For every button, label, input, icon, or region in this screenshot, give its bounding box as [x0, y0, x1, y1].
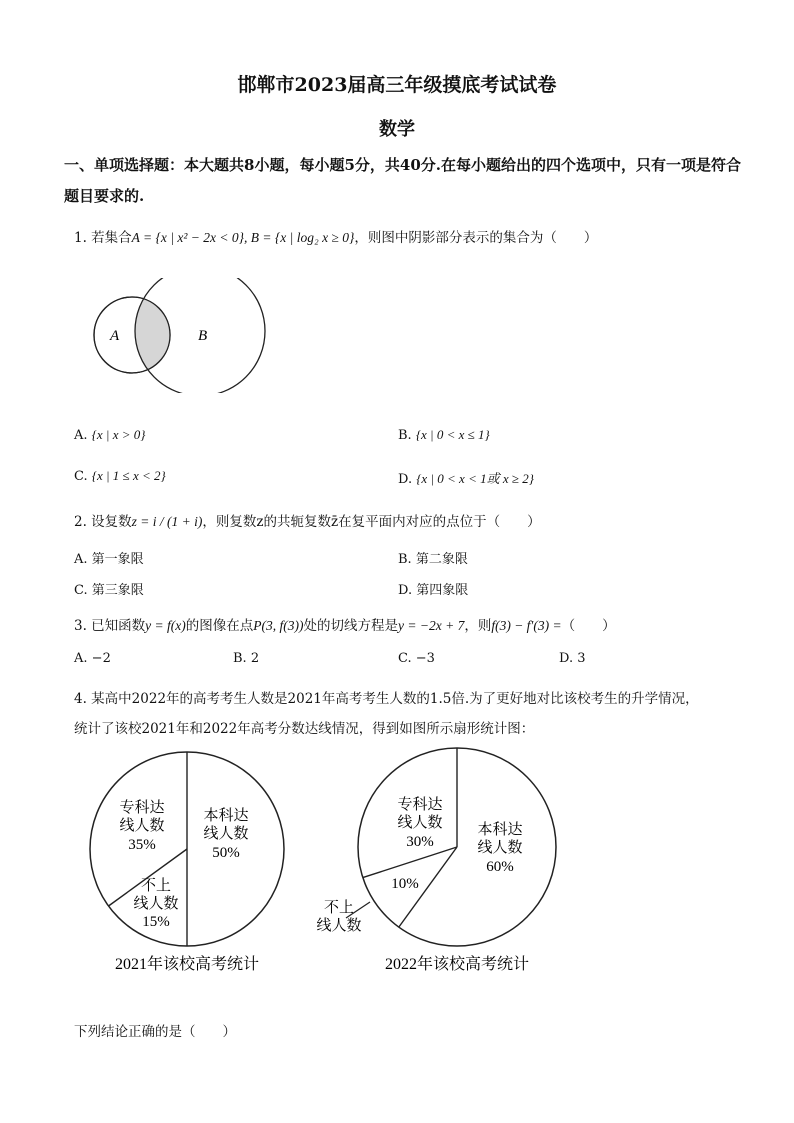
- option-letter: D.: [559, 651, 574, 666]
- pie-2021-pct-zhuanke: 35%: [128, 837, 156, 853]
- pie-2022-pct-zhuanke: 30%: [406, 834, 434, 850]
- q3-option-a[interactable]: [74, 651, 111, 666]
- question-2-prefix: 2. 设复数: [74, 514, 132, 530]
- question-3-formula: y = −2x + 7: [398, 618, 465, 633]
- pie-2022-label-zhuanke-2: 线人数: [397, 815, 443, 831]
- question-1-prefix: 1. 若集合: [74, 230, 132, 246]
- pie-2022-label-benke-1: 本科达: [477, 822, 523, 838]
- option-letter: C.: [398, 651, 412, 666]
- pie-2021-pct-bushang: 15%: [142, 914, 170, 930]
- pie-chart-2021: [80, 742, 300, 982]
- q2-option-d[interactable]: [398, 579, 468, 598]
- q1-option-c[interactable]: [74, 468, 166, 484]
- option-text: 2: [250, 651, 260, 666]
- venn-label-a: A: [110, 328, 120, 344]
- pie-1-slice-boundary-2: [363, 847, 457, 878]
- option-text: 第三象限: [91, 583, 144, 598]
- option-text: 第四象限: [416, 583, 469, 598]
- pie-2022-label-bushang-2: 线人数: [316, 918, 362, 934]
- option-letter: D.: [398, 472, 413, 487]
- pie-2021-pct-benke: 50%: [212, 845, 240, 861]
- option-text: 第二象限: [415, 552, 468, 567]
- q3-option-c[interactable]: [398, 651, 435, 666]
- q1-option-d[interactable]: [398, 468, 534, 487]
- section-heading: 一、单项选择题：本大题共8小题，每小题5分，共40分.在每小题给出的四个选项中，只有一项是符合题目要求的.: [64, 156, 741, 205]
- question-2-formula: z = i / (1 + i): [131, 514, 203, 529]
- question-3: [74, 614, 616, 634]
- question-2-suffix: ，则复数z的共轭复数z̄在复平面内对应的点位于（ ）: [202, 514, 541, 530]
- subject-title: 数学: [379, 119, 415, 140]
- question-1-sets: A = {x | x² − 2x < 0}, B = {x | log₂ x ≥ 0}: [131, 230, 355, 245]
- pie-2021-label-bushang-1: 不上: [140, 878, 172, 894]
- pie-chart-2022: [300, 742, 570, 982]
- pie-2021-label-bushang-2: 线人数: [133, 896, 179, 912]
- option-letter: B.: [398, 428, 412, 443]
- q2-option-a[interactable]: [74, 548, 144, 567]
- question-1-suffix: ，则图中阴影部分表示的集合为（ ）: [354, 230, 598, 246]
- question-3-formula: f(3) − f′(3) =: [491, 618, 562, 633]
- option-text: {x | x > 0}: [91, 427, 146, 442]
- option-text: −2: [91, 651, 111, 666]
- pie-2022-pct-bushang: 10%: [391, 876, 419, 892]
- option-text: −3: [415, 651, 435, 666]
- option-letter: B.: [233, 651, 247, 666]
- option-text: {x | 0 < x ≤ 1}: [415, 427, 490, 442]
- option-text: {x | 0 < x < 1或 x ≥ 2}: [416, 471, 534, 486]
- question-1: [74, 226, 597, 246]
- q1-option-b[interactable]: [398, 427, 490, 443]
- pie-2021-title: 2021年该校高考统计: [114, 956, 260, 973]
- option-letter: A.: [74, 428, 88, 443]
- pie-2022-label-benke-2: 线人数: [477, 840, 523, 856]
- q1-option-a[interactable]: [74, 427, 145, 443]
- pie-2022-pct-benke: 60%: [486, 859, 514, 875]
- option-letter: C.: [74, 469, 88, 484]
- option-letter: C.: [74, 583, 88, 598]
- q3-option-b[interactable]: [233, 651, 259, 666]
- option-text: {x | 1 ≤ x < 2}: [91, 468, 166, 483]
- question-3-text: （ ）: [561, 618, 616, 634]
- option-letter: A.: [74, 552, 88, 567]
- venn-diagram: [80, 278, 280, 393]
- question-3-formula: y = f(x): [145, 618, 186, 633]
- option-text: 3: [577, 651, 586, 666]
- question-3-text: 的图像在点: [185, 618, 254, 634]
- venn-label-b: B: [198, 328, 208, 344]
- pie-2021-label-zhuanke-1: 专科达: [119, 800, 165, 816]
- option-text: 第一象限: [91, 552, 144, 567]
- question-2: [74, 510, 541, 530]
- q2-option-b[interactable]: [398, 548, 468, 567]
- question-3-text: ，则: [464, 618, 492, 634]
- option-letter: B.: [398, 552, 412, 567]
- option-letter: A.: [74, 651, 88, 666]
- pie-2021-label-benke-1: 本科达: [203, 808, 249, 824]
- page-title: 邯郸市2023届高三年级摸底考试试卷: [237, 74, 557, 96]
- pie-2021-label-benke-2: 线人数: [203, 826, 249, 842]
- pie-2022-title: 2022年该校高考统计: [384, 956, 530, 973]
- pie-2021-label-zhuanke-2: 线人数: [119, 818, 165, 834]
- question-4-line-2: 统计了该校2021年和2022年高考分数达线情况，得到如图所示扇形统计图：: [74, 721, 535, 737]
- question-3-text: 3. 已知函数: [74, 618, 146, 634]
- pie-2022-label-zhuanke-1: 专科达: [397, 797, 443, 813]
- pie-2022-label-bushang-1: 不上: [323, 900, 355, 916]
- question-3-text: 处的切线方程是: [303, 618, 398, 634]
- question-4-footer: 下列结论正确的是（ ）: [74, 1024, 236, 1040]
- question-4-line-1: 4. 某高中2022年的高考考生人数是2021年高考考生人数的1.5倍.为了更好地对比该校考生的升学情况，: [74, 691, 699, 707]
- q3-option-d[interactable]: [559, 651, 586, 666]
- question-3-formula: P(3, f(3)): [253, 618, 304, 633]
- option-letter: D.: [398, 583, 413, 598]
- q2-option-c[interactable]: [74, 579, 144, 598]
